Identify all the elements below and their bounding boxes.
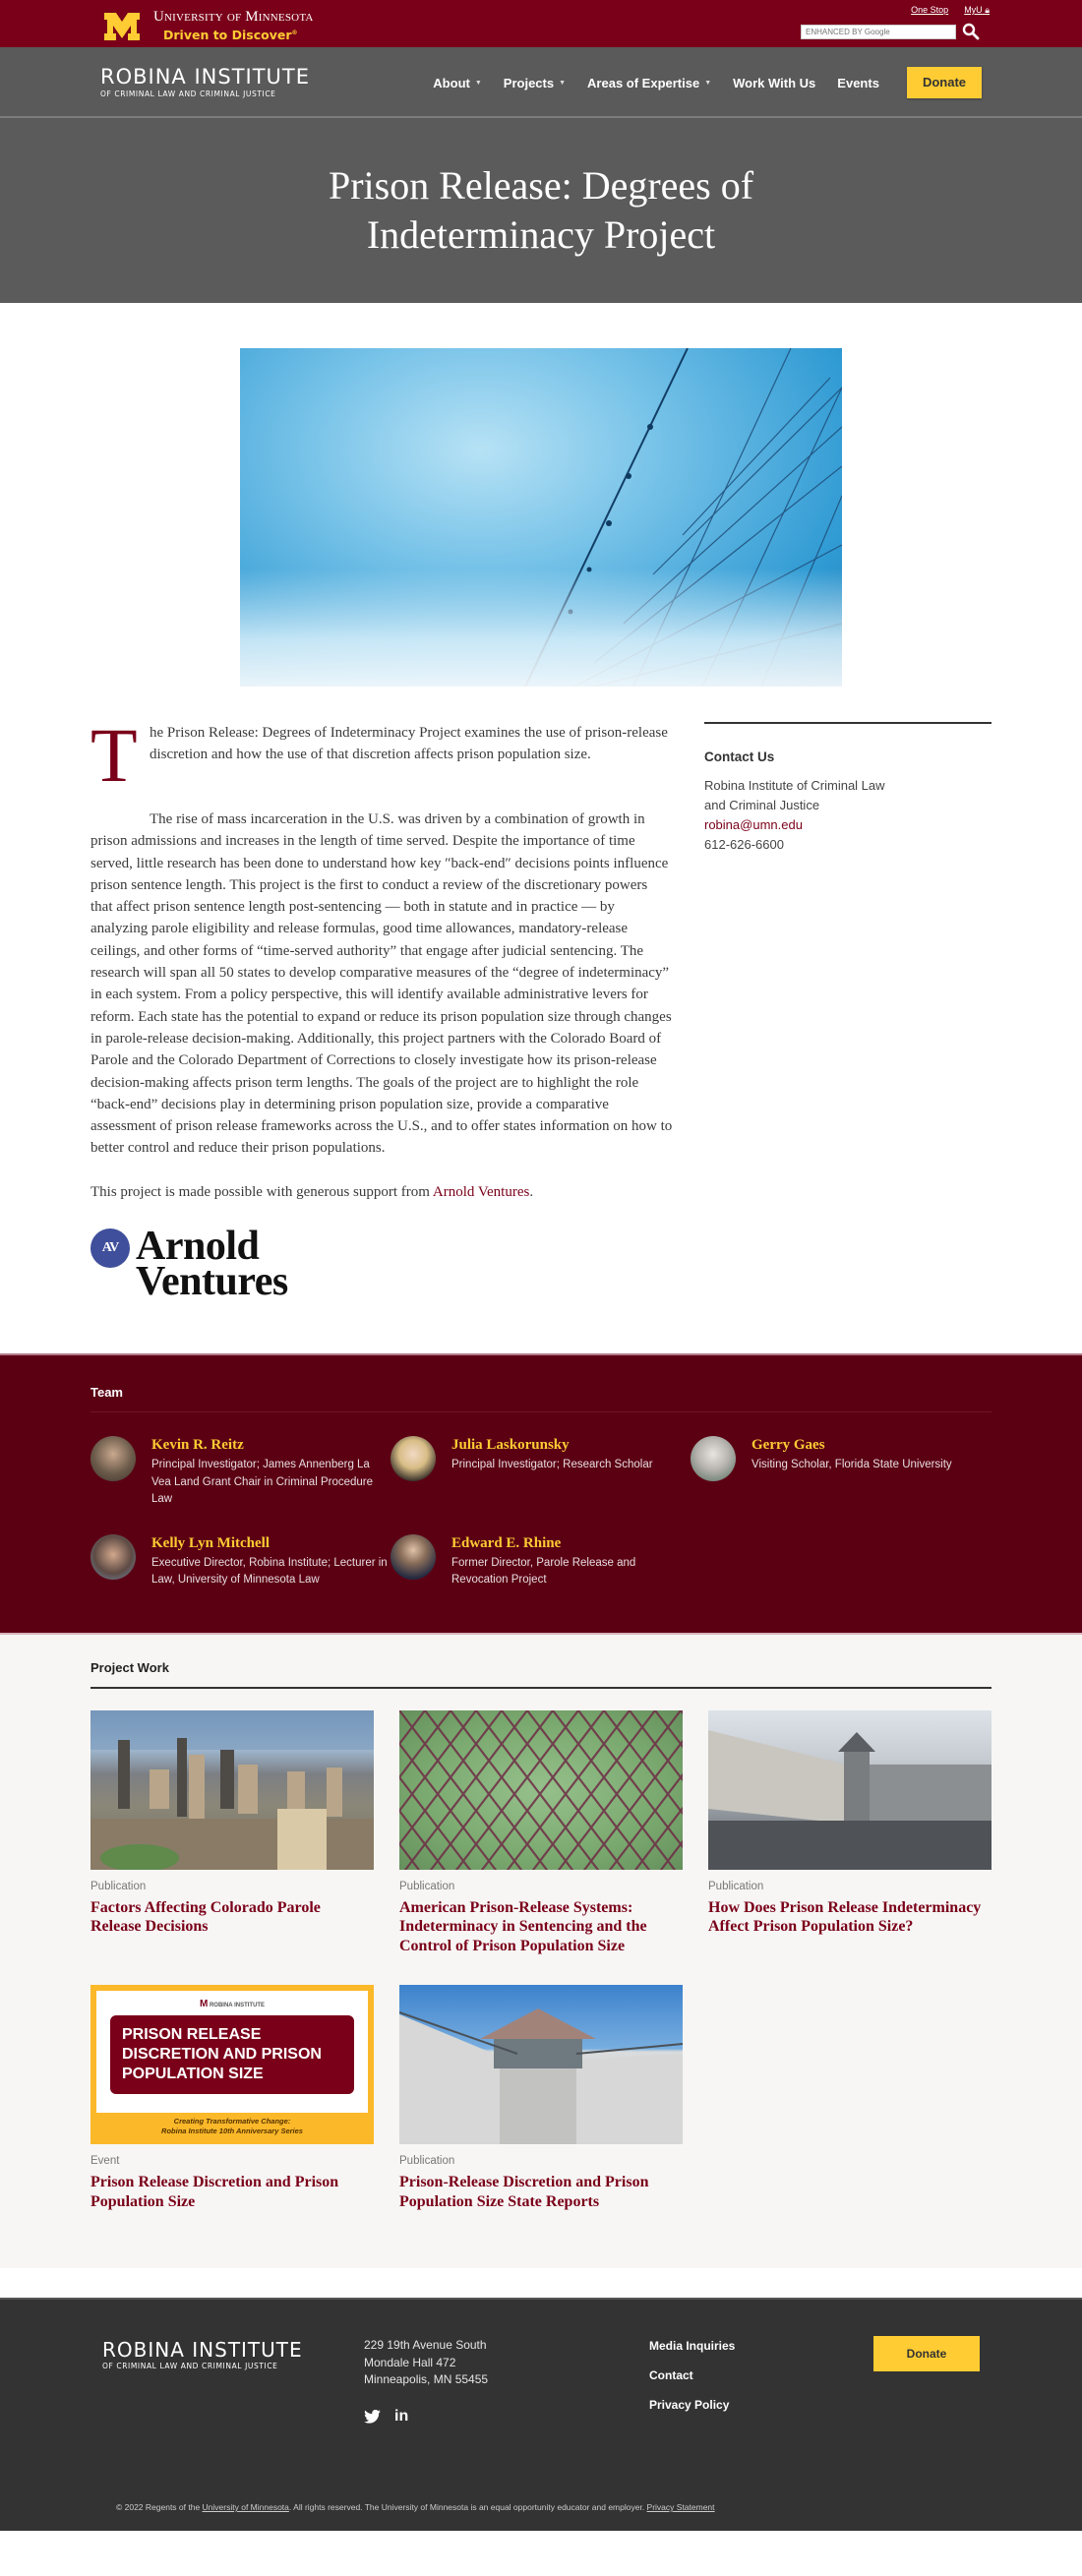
media-inquiries-link[interactable]: Media Inquiries — [649, 2339, 736, 2354]
avatar — [90, 1436, 136, 1481]
card-image-event-banner — [90, 1985, 374, 2144]
team-member[interactable] — [691, 1436, 992, 1509]
member-name[interactable]: Gerry Gaes — [751, 1437, 825, 1454]
privacy-statement-link[interactable]: Privacy Statement — [646, 2502, 715, 2513]
card-type: Publication — [399, 1880, 455, 1892]
umn-search — [801, 23, 980, 40]
team-heading: Team — [90, 1385, 992, 1412]
project-card[interactable] — [708, 1710, 992, 1956]
card-image-prison-yard — [708, 1710, 992, 1870]
copyright: © 2022 Regents of the University of Minnesota. All rights reserved. The University of Minnesota is an equal opportunity educator and employer. Privacy Statement — [116, 2502, 715, 2513]
project-card[interactable] — [90, 1710, 374, 1956]
card-type: Event — [90, 2155, 120, 2168]
logo-subtitle: OF CRIMINAL LAW AND CRIMINAL JUSTICE — [100, 90, 276, 98]
card-title[interactable]: American Prison-Release Systems: Indeterminacy in Sentencing and the Control of Prison Population Size — [399, 1898, 647, 1954]
arnold-ventures-logo: AV Arnold Ventures — [90, 1228, 673, 1299]
footer-address: 229 19th Avenue South Mondale Hall 472 Minneapolis, MN 55455 — [364, 2338, 489, 2387]
card-title[interactable]: How Does Prison Release Indeterminacy Affect Prison Population Size? — [708, 1898, 982, 1936]
arnold-ventures-link[interactable]: Arnold Ventures — [432, 1183, 530, 1200]
team-member[interactable] — [391, 1534, 691, 1589]
twitter-icon[interactable] — [364, 2410, 381, 2428]
project-card[interactable] — [399, 1985, 683, 2211]
umn-block-m-icon — [102, 13, 142, 40]
nav-item-about[interactable]: About ▼ — [433, 75, 482, 90]
contact-org: Robina Institute of Criminal Law and Criminal Justice — [704, 778, 885, 812]
contact-sidebar — [704, 722, 992, 1299]
project-card[interactable] — [399, 1710, 683, 1956]
drop-cap: T — [90, 712, 138, 798]
project-work-heading: Project Work — [90, 1660, 992, 1689]
caret-down-icon: ▼ — [559, 79, 567, 87]
member-name[interactable]: Kelly Lyn Mitchell — [151, 1534, 270, 1551]
body-paragraph: The rise of mass incarceration in the U.S. was driven by a combination of growth in prison admissions and increases in the length of time served. Despite the importance of time served, little research has been done to understand how key ″back-end″ decisions points influence prison sentence length. This project is the first to conduct a review of the discretionary powers that affect prison sentence length post-sentencing — both in statute and in practice — by analyzing parole eligibility and release formulas, good time allowances, mandatory-release ceilings, and other forms of “time-served authority” that engage after judicial sentencing. The research will span all 50 states to develop comparative measures of the “degree of indeterminacy” in each system. From a policy perspective, this will identify available administrative levers for reform. Each state has the potential to expand or reduce its prison population size through changes in parole-release decision-making. Additionally, this project partners with the Colorado Board of Parole and the Colorado Department of Corrections to closely investigate how its prison-release decision-making affects prison term lengths. The goals of the project are to highlight the role “back-end” decisions play in determining prison population size, provide a comparative assessment of prison release frameworks across the U.S., and to offer states information on how to better control and reduce their prison populations. — [90, 811, 673, 1157]
contact-email-link[interactable]: robina@umn.edu — [704, 817, 803, 832]
footer-links — [649, 2339, 735, 2427]
robina-logo-link[interactable] — [100, 66, 310, 98]
card-image-chain-fence — [399, 1710, 683, 1870]
nav-item-events[interactable]: Events — [837, 75, 879, 90]
umn-logo-link[interactable] — [102, 9, 314, 44]
member-name[interactable]: Kevin R. Reitz — [151, 1437, 244, 1454]
av-mark-icon: AV — [90, 1228, 130, 1268]
umn-link[interactable]: University of Minnesota — [202, 2502, 289, 2513]
site-footer — [0, 2298, 1082, 2531]
team-section — [0, 1353, 1082, 1633]
caret-down-icon: ▼ — [474, 79, 482, 87]
card-title[interactable]: Prison-Release Discretion and Prison Population Size State Reports — [399, 2174, 649, 2210]
one-stop-link[interactable]: One Stop — [911, 5, 949, 15]
member-name[interactable]: Julia Laskorunsky — [451, 1437, 570, 1454]
nav-item-projects[interactable]: Projects ▼ — [503, 75, 567, 90]
card-type: Publication — [399, 2155, 455, 2168]
lede-paragraph: he Prison Release: Degrees of Indeterminacy Project examines the use of prison-release discretion and how the use of that discretion affects prison population size. — [150, 725, 668, 763]
card-type: Publication — [708, 1880, 764, 1892]
member-role: Executive Director, Robina Institute; Lecturer in Law, University of Minnesota Law — [151, 1556, 388, 1587]
card-image-city-aerial — [90, 1710, 374, 1870]
support-statement: This project is made possible with generous support from Arnold Ventures. — [90, 1183, 534, 1200]
main-menu — [411, 67, 982, 98]
footer-donate-button[interactable]: Donate — [873, 2336, 980, 2371]
avatar — [90, 1534, 136, 1580]
institute-nav — [0, 47, 1082, 118]
banner-subtitle: Creating Transformative Change: Robina Institute 10th Anniversary Series — [161, 2117, 303, 2136]
lock-icon: 🔒︎ — [985, 5, 990, 15]
card-title[interactable]: Factors Affecting Colorado Parole Release Decisions — [90, 1898, 321, 1936]
card-image-guard-tower — [399, 1985, 683, 2144]
member-role: Principal Investigator; Research Scholar — [451, 1459, 653, 1471]
card-type: Publication — [90, 1880, 147, 1892]
banner-title: PRISON RELEASE DISCRETION AND PRISON POPULATION SIZE — [110, 2015, 354, 2094]
avatar — [391, 1436, 436, 1481]
contact-heading: Contact Us — [704, 749, 775, 764]
member-role: Principal Investigator; James Annenberg La Vea Land Grant Chair in Criminal Procedure Law — [151, 1459, 374, 1506]
member-role: Visiting Scholar, Florida State University — [751, 1459, 952, 1471]
team-member[interactable] — [90, 1534, 391, 1589]
project-work-section — [0, 1633, 1082, 2269]
member-name[interactable]: Edward E. Rhine — [451, 1534, 562, 1551]
spacer — [0, 2268, 1082, 2298]
team-member[interactable] — [391, 1436, 691, 1509]
banner-org: M ROBINA INSTITUTE — [199, 1999, 266, 2010]
card-title[interactable]: Prison Release Discretion and Prison Population Size — [90, 2174, 339, 2210]
university-name: University of Minnesota — [153, 9, 314, 25]
social-links — [364, 2410, 408, 2428]
page-title: Prison Release: Degrees of Indeterminacy Project — [328, 163, 754, 257]
footer-logo-link[interactable]: ROBINA INSTITUTE OF CRIMINAL LAW AND CRIMINAL JUSTICE — [102, 2338, 303, 2371]
donate-button[interactable]: Donate — [907, 67, 982, 98]
search-input[interactable] — [801, 25, 956, 39]
avatar — [391, 1534, 436, 1580]
linkedin-icon[interactable]: in — [394, 2408, 409, 2426]
project-description — [90, 712, 673, 1305]
hero-image-barbed-wire-fence — [240, 348, 842, 687]
myu-link[interactable]: MyU 🔒︎ — [964, 5, 990, 15]
search-icon[interactable] — [962, 23, 980, 40]
team-member[interactable] — [90, 1436, 391, 1509]
umn-tagline: Driven to Discover® — [163, 28, 298, 43]
caret-down-icon: ▼ — [704, 79, 712, 87]
avatar — [691, 1436, 736, 1481]
nav-item-areas-of-expertise[interactable]: Areas of Expertise ▼ — [587, 75, 712, 90]
page-title-band — [0, 118, 1082, 303]
project-card[interactable] — [90, 1985, 374, 2211]
umn-quick-links — [911, 5, 990, 16]
privacy-policy-link[interactable]: Privacy Policy — [649, 2398, 730, 2413]
member-role: Former Director, Parole Release and Revocation Project — [451, 1556, 636, 1587]
contact-phone: 612-626-6600 — [704, 837, 784, 852]
contact-link[interactable]: Contact — [649, 2368, 693, 2383]
umn-header-bar — [0, 0, 1082, 47]
nav-item-work-with-us[interactable]: Work With Us — [733, 75, 816, 90]
logo-title: ROBINA INSTITUTE — [100, 65, 311, 89]
